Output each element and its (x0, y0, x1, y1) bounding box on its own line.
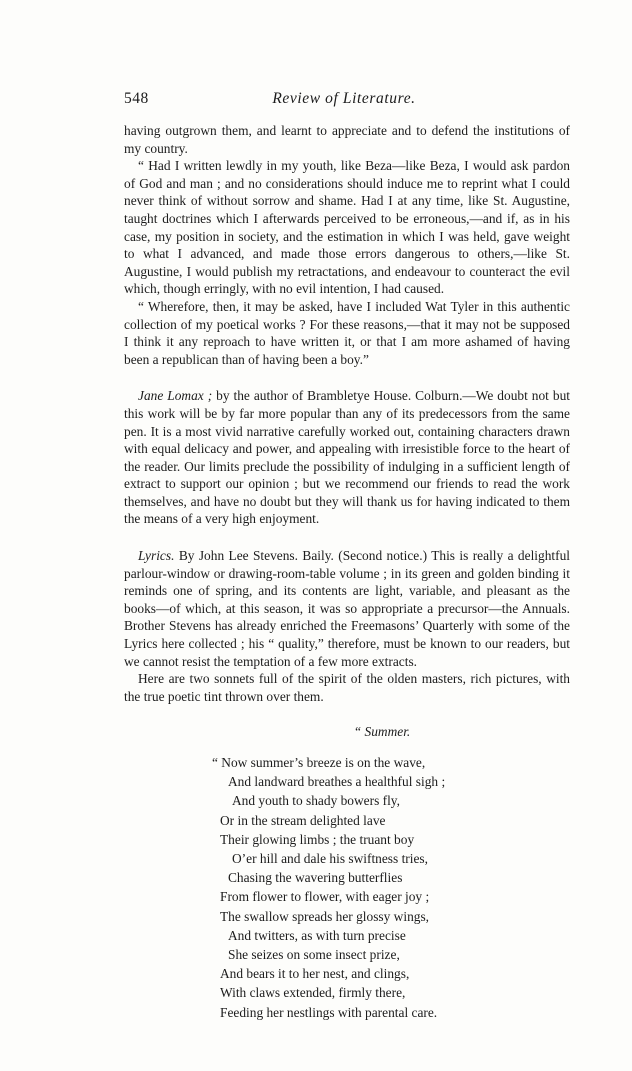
poem-line: And bears it to her nest, and clings, (220, 966, 410, 982)
poem-line: She seizes on some insect prize, (228, 947, 400, 963)
page-body (124, 122, 570, 1022)
review-title-lyrics: Lyrics. (138, 548, 175, 564)
section-gap (124, 528, 570, 547)
page-header (124, 90, 564, 112)
paragraph-quote-beza: “ Had I written lewdly in my youth, like Beza—like Beza, I would ask pardon of God and man ; and no considerations should induce me to reprint what I could never think of without sorrow and shame. Had I at any time, like St. Augustine, taught doctrines which I afterwards perceived to be erroneous,—and if, as in his case, my position in society, and the estimation in which I was held, gave weight to what I advanced, and made those errors dangerous to others,—like St. Augustine, I would publish my retractations, and endeavour to counteract the evil which, though erringly, with no evil intention, I had caused. (124, 158, 570, 297)
poem-line: With claws extended, firmly there, (220, 985, 406, 1001)
poem-line: And youth to shady bowers fly, (232, 793, 400, 809)
poem-line: O’er hill and dale his swiftness tries, (232, 851, 428, 867)
poem-summer (212, 753, 570, 1022)
poem-line: Or in the stream delighted lave (220, 812, 386, 828)
poem-line: From flower to flower, with eager joy ; (220, 889, 430, 905)
paragraph-sonnets-intro: Here are two sonnets full of the spirit of the olden masters, rich pictures, with the true poetic tint thrown over them. (124, 671, 570, 704)
review-lyrics: Lyrics. By John Lee Stevens. Baily. (Second notice.) This is really a delightful parlour-window or drawing-room-table volume ; in its green and golden binding it reminds one of spring, and its contents are light, variable, and pleasant as the books—of which, at this season, it was so appropriate a precursor—the Annuals. Brother Stevens has already enriched the Freemasons’ Quarterly with some of the Lyrics here collected ; his “ quality,” therefore, must be known to our readers, but we cannot resist the temptation of a few more extracts. (124, 548, 570, 669)
section-gap (124, 368, 570, 387)
running-title: Review of Literature. (272, 90, 416, 107)
poem-line: The swallow spreads her glossy wings, (220, 908, 430, 924)
paragraph-continuation: having outgrown them, and learnt to appreciate and to defend the institutions of my country. (124, 123, 570, 156)
poem-title: “ Summer. (353, 724, 411, 740)
poem-line: And twitters, as with turn precise (228, 927, 406, 943)
poem-line: Chasing the wavering butterflies (228, 870, 403, 886)
poem-line: Feeding her nestlings with parental care. (220, 1004, 438, 1020)
poem-line: And landward breathes a healthful sigh ; (228, 774, 446, 790)
review-jane-lomax: Jane Lomax ; by the author of Brambletye House. Colburn.—We doubt not but this work will be by far more popular than any of its predecessors from the same pen. It is a most vivid narrative carefully worked out, containing characters drawn with equal delicacy and power, and appealing with irresistible force to the heart of the reader. Our limits preclude the possibility of indulging in a sufficient length of extract to support our opinion ; but we recommend our friends to read the work themselves, and have no doubt but they will thank us for having indicated to them the means of a very high enjoyment. (124, 388, 570, 527)
page-number: 548 (124, 90, 149, 107)
poem-line: Their glowing limbs ; the truant boy (220, 831, 415, 847)
paragraph-quote-wat-tyler: “ Wherefore, then, it may be asked, have I included Wat Tyler in this authentic collection of my poetical works ? For these reasons,—that it may not be supposed I think it any reproach to have written it, or that I am more ashamed of having been a republican than of having been a boy.” (124, 298, 570, 367)
review-title-jane-lomax: Jane Lomax ; (138, 388, 213, 404)
poem-line: “ Now summer’s breeze is on the wave, (212, 755, 426, 770)
